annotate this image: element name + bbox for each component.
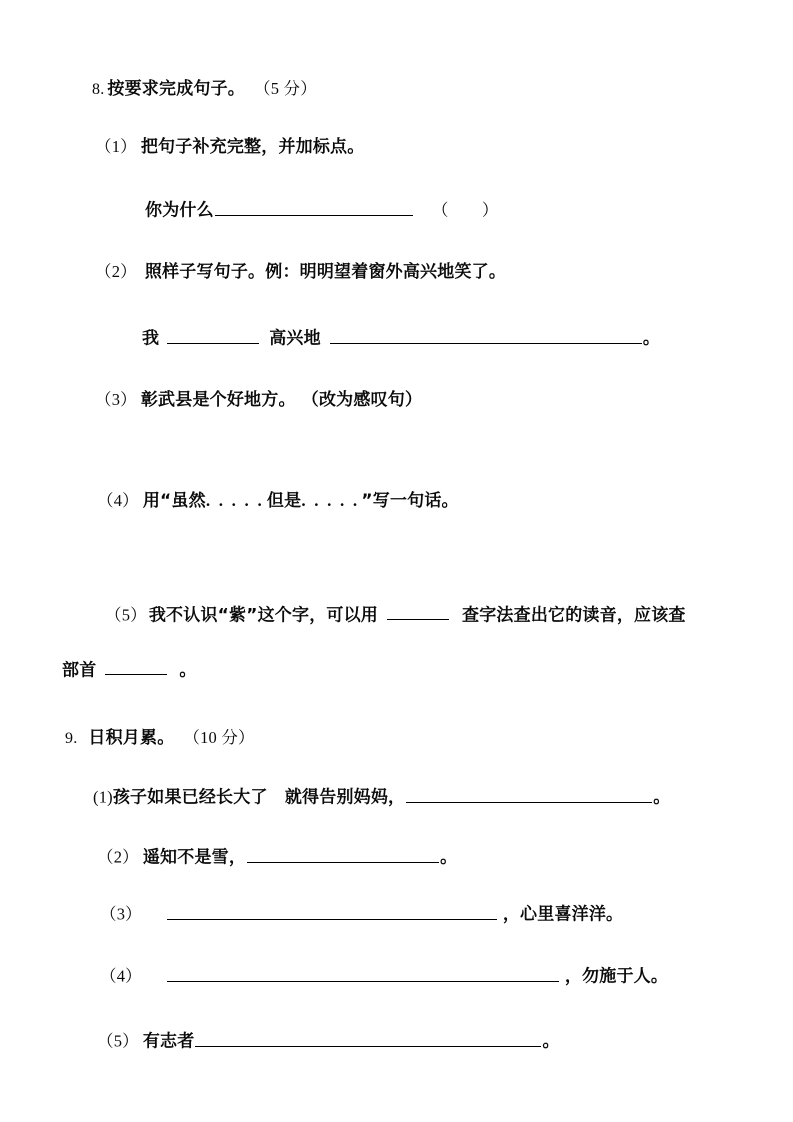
section-9-number: 9. — [65, 730, 78, 747]
q8-item-5-line-2 — [62, 661, 197, 679]
q8-item-5-blank-2[interactable] — [105, 661, 167, 675]
q8-item-2 — [95, 263, 506, 281]
q9-item-5-blank[interactable] — [195, 1030, 541, 1047]
q8-item-2-blank-2[interactable] — [330, 327, 642, 344]
q9-item-3-blank[interactable] — [167, 903, 497, 920]
section-8-points: （5 分） — [254, 79, 317, 98]
q9-item-2-text: 遥知不是雪， — [142, 847, 247, 868]
q9-item-2-end-punct: 。 — [440, 847, 458, 868]
q8-item-5-part1: 我不认识“紫”这个字，可以用 — [148, 605, 379, 626]
q8-item-4-label: （4） — [97, 491, 139, 510]
section-9-title: 日积月累。 — [88, 728, 175, 748]
q8-item-3 — [95, 391, 422, 409]
q9-item-4 — [100, 965, 668, 986]
q8-item-1-blank[interactable] — [215, 199, 413, 216]
q8-item-5-wrap-part1: 部首 — [62, 660, 97, 681]
section-8-heading — [92, 80, 317, 98]
q9-item-5-end-punct: 。 — [542, 1031, 560, 1052]
q8-item-4-dots-2: . . . . . — [301, 491, 360, 510]
q8-item-2-answer-row — [142, 327, 660, 348]
q8-item-3-text: 彰武县是个好地方。 （改为感叹句） — [140, 390, 423, 410]
q8-item-5-line-1 — [105, 606, 686, 624]
q9-item-2-label: （2） — [97, 847, 139, 867]
q8-item-4-dots-1: . . . . . — [205, 491, 264, 510]
q8-item-1-stem: 你为什么 — [145, 200, 214, 221]
q9-item-1-end-punct: 。 — [653, 787, 671, 808]
q9-item-5-text-before: 有志者 — [142, 1031, 195, 1052]
q8-item-2-part2: 高兴地 — [269, 328, 321, 349]
q8-item-4-prefix: 用“虽然 — [142, 491, 206, 511]
q8-item-1-bracket[interactable]: （ ） — [431, 200, 499, 220]
q8-item-3-label: （3） — [95, 390, 137, 409]
q8-item-5-part2: 查字法查出它的读音，应该查 — [462, 605, 686, 626]
q9-item-5-label: （5） — [97, 1031, 139, 1051]
q9-item-1-label: (1) — [93, 787, 113, 807]
q8-item-4-suffix: ”写一句话。 — [361, 491, 459, 511]
section-8-title: 按要求完成句子。 — [107, 79, 246, 99]
q9-item-2-blank[interactable] — [247, 846, 439, 863]
q8-item-2-end-punct: 。 — [642, 328, 661, 349]
q9-item-3 — [100, 903, 623, 924]
q8-item-1-label: （1） — [95, 137, 137, 156]
q9-item-4-label: （4） — [100, 966, 142, 986]
q8-item-2-label: （2） — [95, 262, 137, 281]
q8-item-1-answer-row — [145, 199, 499, 220]
q9-item-1 — [93, 786, 670, 807]
section-9-points: （10 分） — [183, 728, 255, 747]
q9-item-2 — [97, 846, 457, 867]
q8-item-1 — [95, 138, 364, 156]
q8-item-2-blank-1[interactable] — [167, 327, 259, 344]
q9-item-1-blank[interactable] — [406, 786, 652, 803]
q8-item-5-label: （5） — [105, 605, 147, 625]
section-8-number: 8. — [92, 81, 105, 98]
q8-item-4-middle: 但是 — [266, 491, 302, 511]
q8-item-4 — [97, 492, 459, 510]
q8-item-2-text: 照样子写句子。例：明明望着窗外高兴地笑了。 — [144, 262, 507, 282]
q9-item-4-blank[interactable] — [167, 965, 559, 982]
q9-item-4-text-after: ，勿施于人。 — [564, 966, 669, 987]
q8-item-1-text: 把句子补充完整，并加标点。 — [140, 137, 365, 157]
section-9-heading — [65, 729, 255, 747]
q8-item-5-blank-1[interactable] — [387, 606, 449, 620]
q8-item-5-wrap-end: 。 — [179, 660, 197, 681]
q8-item-2-part1: 我 — [142, 328, 160, 349]
q9-item-3-label: （3） — [100, 904, 142, 924]
q9-item-5 — [97, 1030, 560, 1051]
q9-item-3-text-after: ，心里喜洋洋。 — [502, 904, 624, 925]
q9-item-1-text: 孩子如果已经长大了 就得告别妈妈， — [112, 787, 406, 808]
